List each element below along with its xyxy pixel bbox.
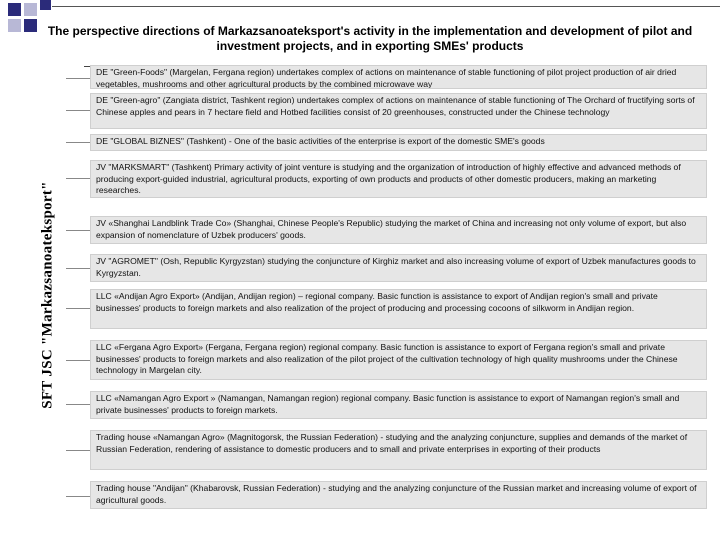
connector-line [66,404,90,405]
page-title: The perspective directions of Markazsanoateksport's activity in the implementation and development of pilot and investment projects, and in exporting SMEs' products [47,24,693,53]
entry-trading-house-andijan: Trading house "Andijan" (Khabarovsk, Russian Federation) - studying and the analyzing conjuncture of the Russian market and increasing volume of export of agricultural goods. [90,481,707,509]
connector-line [66,496,90,497]
connector-line [66,78,90,79]
corner-decoration [24,3,37,16]
entry-green-foods: DE "Green-Foods" (Margelan, Fergana region) undertakes complex of actions on maintenance of stable functioning of pilot project production of air dried vegetables, mushrooms and other agricultural products by the combined microwave way [90,65,707,89]
corner-decoration [8,3,21,16]
corner-decoration [40,0,51,10]
entry-marksmart: JV "MARKSMART" (Tashkent) Primary activity of joint venture is studying and the organization of introduction of highly effective and advanced methods of producing export-guided industrial, agricultural products, exporting of own products and products of other domestic producers, making an marketing researches. [90,160,707,198]
entry-shanghai-landblink: JV «Shanghai Landblink Trade Co» (Shanghai, Chinese People's Republic) studying the market of China and increasing not only volume of export, but also expansion of nomenclature of Uzbek producers' goods. [90,216,707,244]
company-label: SFT JSC "Markazsanoateksport" [39,181,56,409]
connector-line [66,308,90,309]
connector-line [66,230,90,231]
entry-agromet: JV "AGROMET" (Osh, Republic Kyrgyzstan) studying the conjuncture of Kirghiz market and also increasing volume of export of Uzbek manufactures goods to Kyrgyzstan. [90,254,707,282]
connector-line [66,178,90,179]
connector-line [66,268,90,269]
entry-green-agro: DE "Green-agro" (Zangiata district, Tashkent region) undertakes complex of actions on maintenance of stable functioning of The Orchard of fructifying sorts of Chinese apples and pears in 7 hectare field and Hotbed facilities consist of 20 greenhouses, constructed under the Chinese technology [90,93,707,129]
header-rule [52,6,720,7]
connector-line [66,110,90,111]
connector-line [66,360,90,361]
entry-andijan-agro-export: LLC «Andijan Agro Export» (Andijan, Andijan region) – regional company. Basic function is assistance to export of Andijan region's small and private businesses' products to foreign markets and also realization of the project of producing and processing cocoons of silkworm in Andijan region. [90,289,707,329]
entry-fergana-agro-export: LLC «Fergana Agro Export» (Fergana, Fergana region) regional company. Basic function is assistance to export of Fergana region's small and private businesses' products to foreign markets and also realization of the pilot project of the cultivation technology of high quality mushrooms under the Chinese technology in Margelan city. [90,340,707,380]
entry-global-biznes: DE "GLOBAL BIZNES" (Tashkent) - One of the basic activities of the enterprise is export of the domestic SME's goods [90,134,707,151]
entry-trading-house-namangan: Trading house «Namangan Agro» (Magnitogorsk, the Russian Federation) - studying and the analyzing conjuncture, supplies and demands of the market of Russian Federation, rendering of assistance to domestic producers and to small and private enterprises in exporting of their products [90,430,707,470]
connector-line [66,142,90,143]
entry-namangan-agro-export: LLC «Namangan Agro Export » (Namangan, Namangan region) regional company. Basic function is assistance to export of Namangan region's small and private businesses' products to foreign markets. [90,391,707,419]
connector-line [66,450,90,451]
